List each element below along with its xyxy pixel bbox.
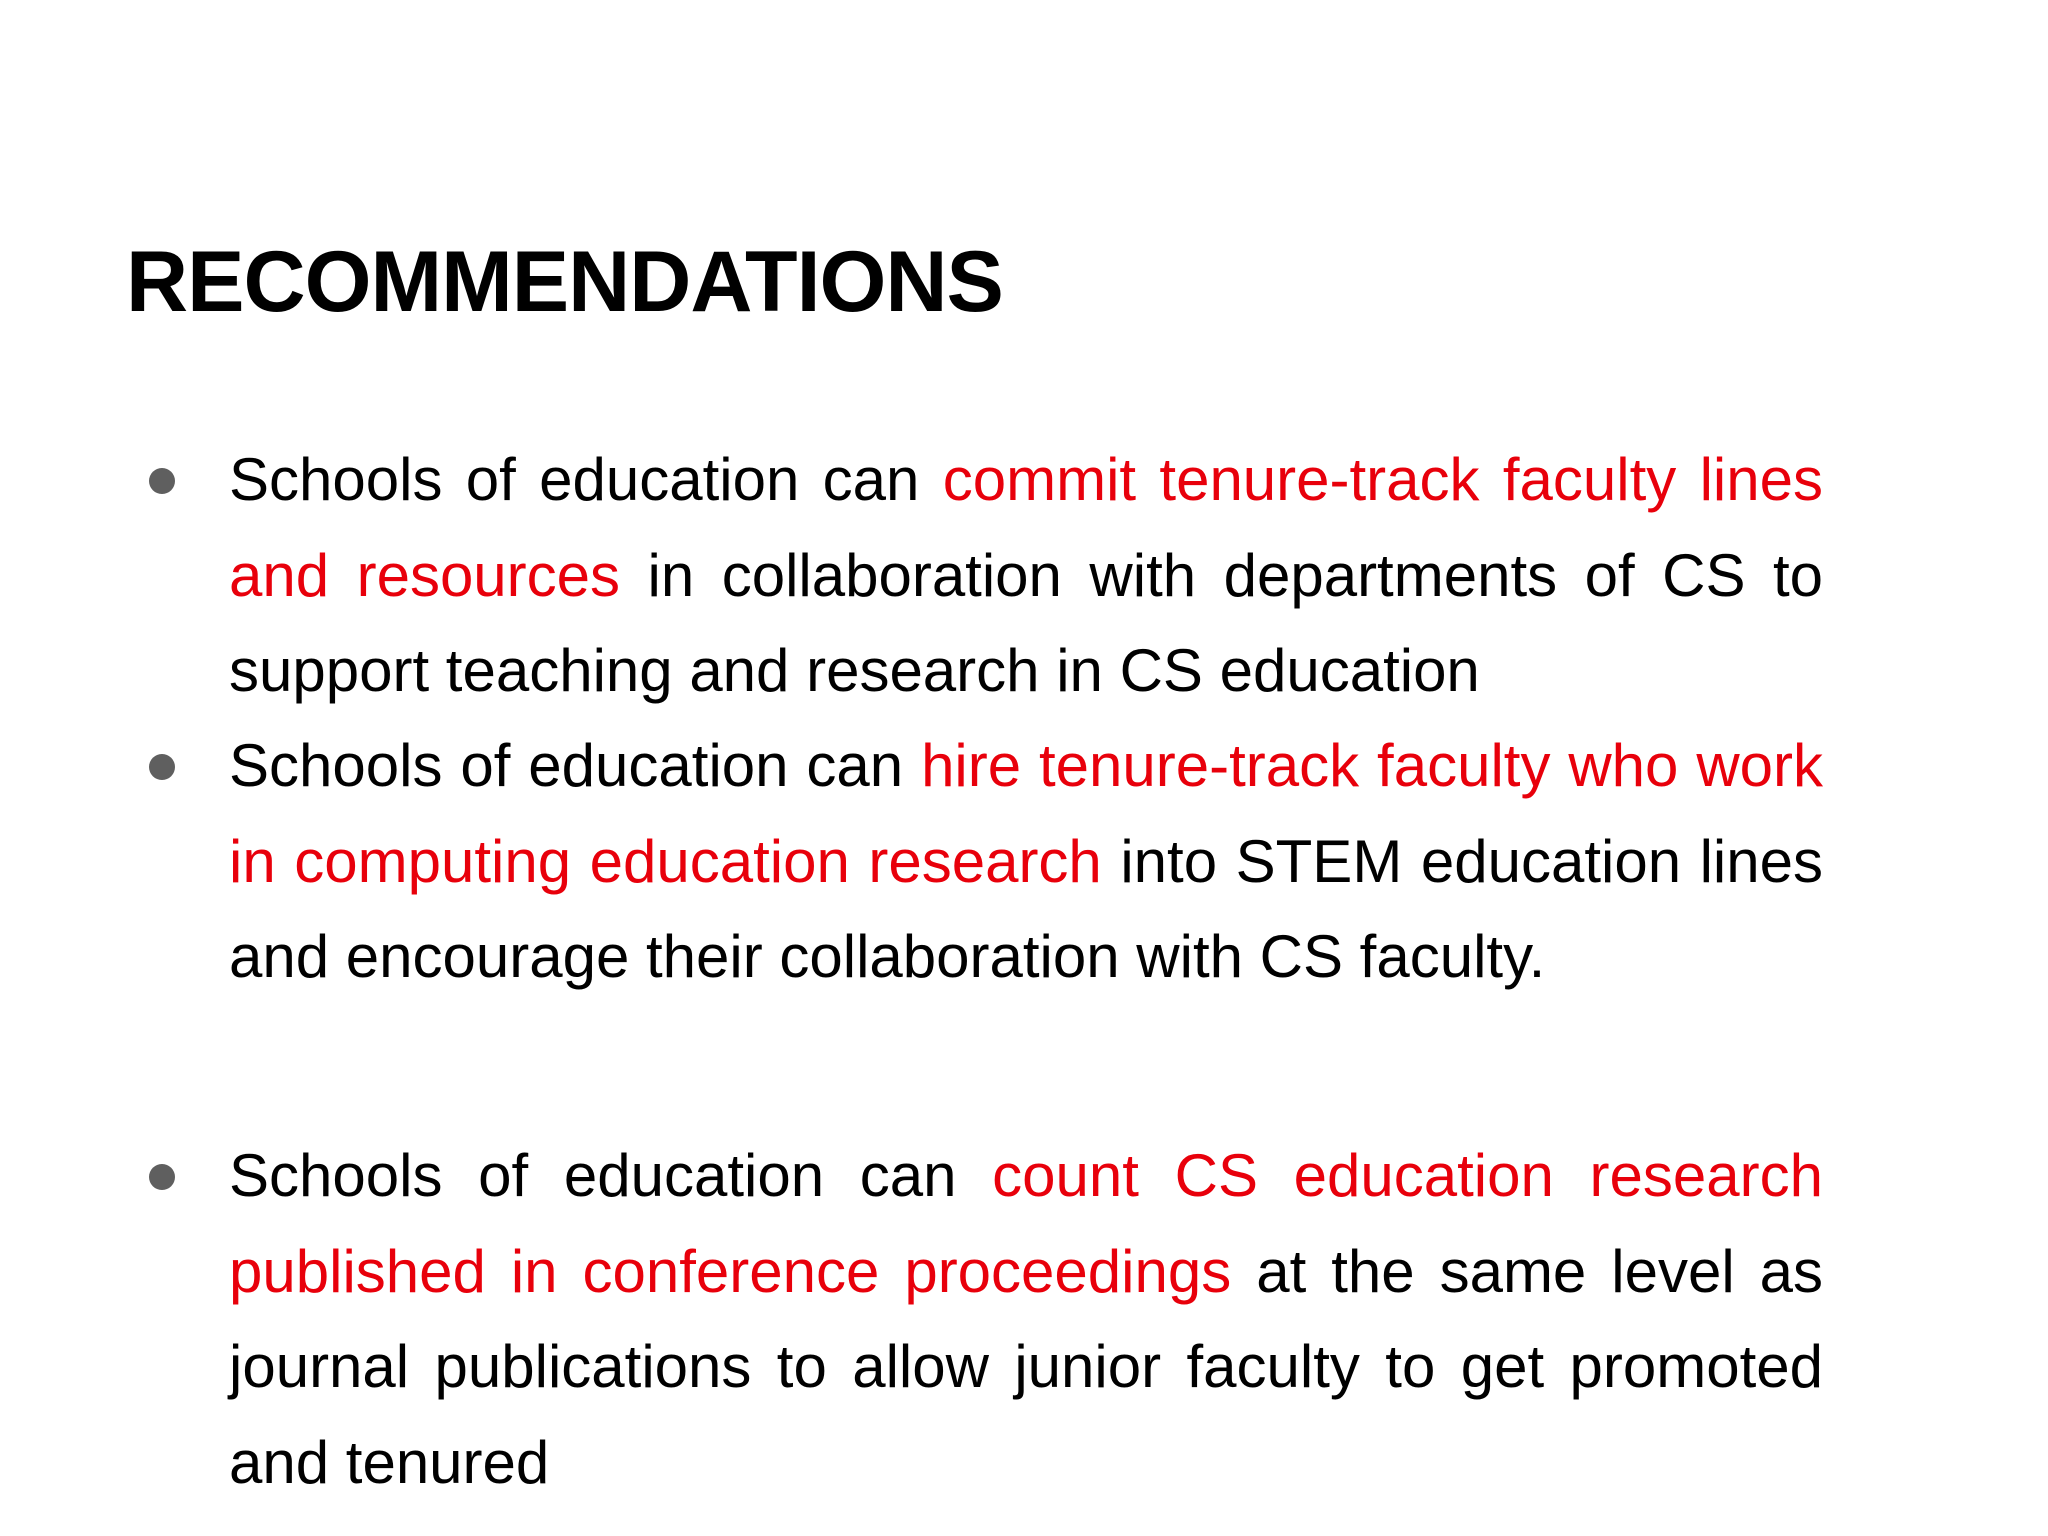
bullet-text (229, 1128, 1823, 1510)
slide-title: RECOMMENDATIONS (126, 234, 1003, 330)
bullet-text-plain: into STEM education lines and encourage their collaboration with CS faculty. (229, 827, 1824, 990)
bullet-text-plain: in collaboration with departments of CS to support teaching and research in CS education (229, 541, 1823, 704)
bullet-icon (149, 754, 175, 780)
bullet-text-highlight: count CS education research published in conference proceedings (229, 1142, 1823, 1305)
bullet-text-plain: at the same level as journal publications to allow junior faculty to get promoted and tenured (229, 1237, 1823, 1496)
bullet-text-plain: Schools of education can (229, 446, 943, 513)
bullet-text-highlight: hire tenure-track faculty who work in computing education research (229, 732, 1823, 895)
bullet-text (229, 432, 1823, 719)
bullet-text-plain: Schools of education can (229, 732, 922, 799)
bullet-icon (149, 1164, 175, 1190)
bullet-text-highlight: commit tenure-track faculty lines and resources (229, 446, 1823, 609)
bullet-icon (149, 468, 175, 494)
bullet-text (229, 718, 1823, 1005)
bullet-text-plain: Schools of education can (229, 1142, 993, 1209)
